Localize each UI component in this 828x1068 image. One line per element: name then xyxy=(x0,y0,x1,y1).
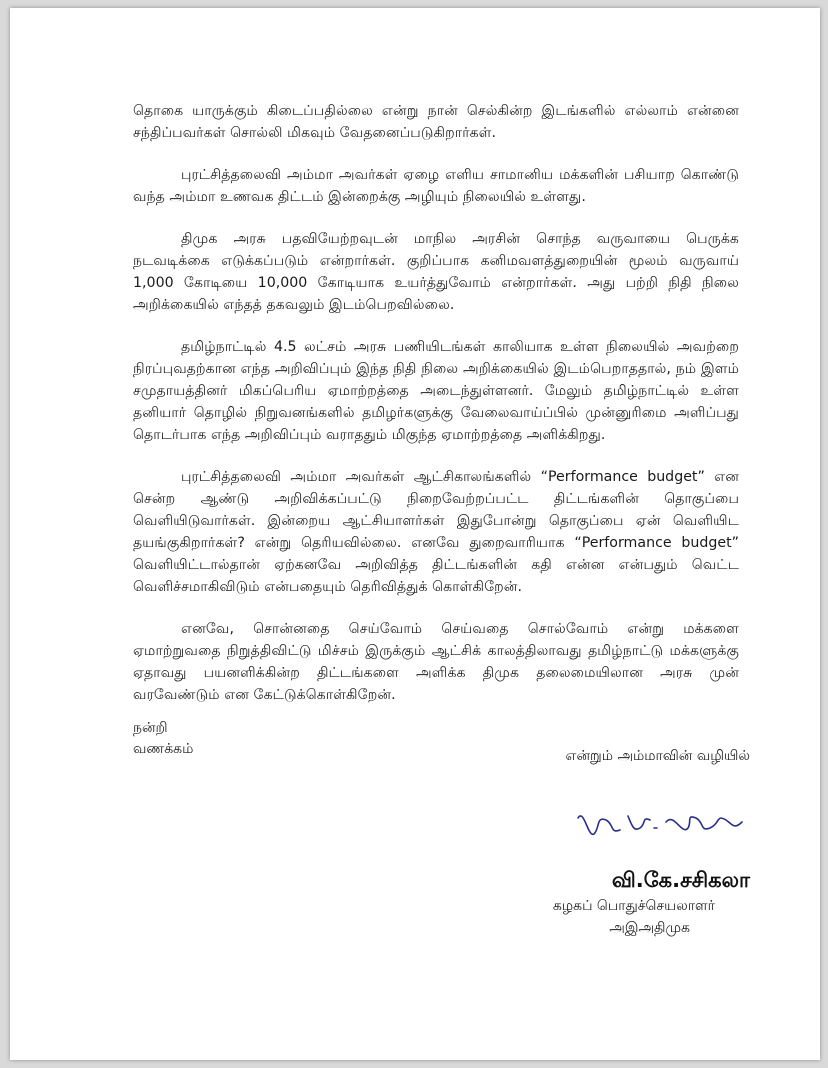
paragraph-5: புரட்சித்தலைவி அம்மா அவர்கள் ஆட்சிகாலங்களில் “Performance budget” என சென்ற ஆண்டு அறிவிக்கப்பட்டு நிறைவேற்றப்பட்ட திட்டங்களின் தொகுப்பை வெளியிடுவார்கள். இன்றைய ஆட்சியாளர்கள் இதுபோன்று தொகுப்பை ஏன் வெளியிட தயங்குகிறார்கள்? என்று தெரியவில்லை. எனவே துறைவாரியாக “Performance budget” வெளியிட்டால்தான் ஏற்கனவே அறிவித்த திட்டங்களின் கதி என்ன என்பதும் வெட்ட வெளிச்சமாகிவிடும் என்பதையும் தெரிவித்துக் கொள்கிறேன். xyxy=(133,469,739,595)
paragraph-2: புரட்சித்தலைவி அம்மா அவர்கள் ஏழை எளிய சாமானிய மக்களின் பசியாற கொண்டு வந்த அம்மா உணவக திட்டம் இன்றைக்கு அழியும் நிலையில் உள்ளது. xyxy=(133,167,739,205)
signatory-name: வி.கே.சசிகலா xyxy=(611,868,750,892)
closing-block xyxy=(133,718,193,760)
signoff-text: என்றும் அம்மாவின் வழியில் xyxy=(565,748,750,764)
paragraph-6: எனவே, சொன்னதை செய்வோம் செய்வதை சொல்வோம் என்று மக்களை ஏமாற்றுவதை நிறுத்திவிட்டு மிச்சம் இருக்கும் ஆட்சிக் காலத்திலாவது தமிழ்நாட்டு மக்களுக்கு ஏதாவது பயனளிக்கின்ற திட்டங்களை அளிக்க திமுக தலைமையிலான அரசு முன் வரவேண்டும் என கேட்டுக்கொள்கிறேன். xyxy=(133,621,739,703)
letter-body xyxy=(133,100,739,726)
letter-page xyxy=(10,8,820,1060)
thanks-text: நன்றி xyxy=(133,720,168,736)
paragraph-4: தமிழ்நாட்டில் 4.5 லட்சம் அரசு பணியிடங்கள் காலியாக உள்ள நிலையில் அவற்றை நிரப்புவதற்கான எந்த அறிவிப்பும் இந்த நிதி நிலை அறிக்கையில் இடம்பெறாததால், நம் இளம் சமுதாயத்தினர் மிகப்பெரிய ஏமாற்றத்தை அடைந்துள்ளனர். மேலும் தமிழ்நாட்டில் உள்ள தனியார் தொழில் நிறுவனங்களில் தமிழர்களுக்கு வேலைவாய்ப்பில் முன்னுரிமை அளிப்பது தொடர்பாக எந்த அறிவிப்பும் வராததும் மிகுந்த ஏமாற்றத்தை அளிக்கிறது. xyxy=(133,339,739,443)
paragraph-1: தொகை யாருக்கும் கிடைப்பதில்லை என்று நான் செல்கின்ற இடங்களில் எல்லாம் என்னை சந்திப்பவர்கள் சொல்லி மிகவும் வேதனைப்படுகிறார்கள். xyxy=(133,103,739,141)
handwritten-signature xyxy=(570,798,750,848)
greeting-text: வணக்கம் xyxy=(133,741,194,757)
party-name: அஇஅதிமுக xyxy=(609,920,690,936)
paragraph-3: திமுக அரசு பதவியேற்றவுடன் மாநில அரசின் சொந்த வருவாயை பெருக்க நடவடிக்கை எடுக்கப்படும் என்றார்கள். குறிப்பாக கனிமவளத்துறையின் மூலம் வருவாய் 1,000 கோடியை 10,000 கோடியாக உயர்த்துவோம் என்றார்கள். அது பற்றி நிதி நிலை அறிக்கையில் எந்தத் தகவலும் இடம்பெறவில்லை. xyxy=(133,231,739,313)
signatory-title: கழகப் பொதுச்செயலாளர் xyxy=(552,898,715,914)
